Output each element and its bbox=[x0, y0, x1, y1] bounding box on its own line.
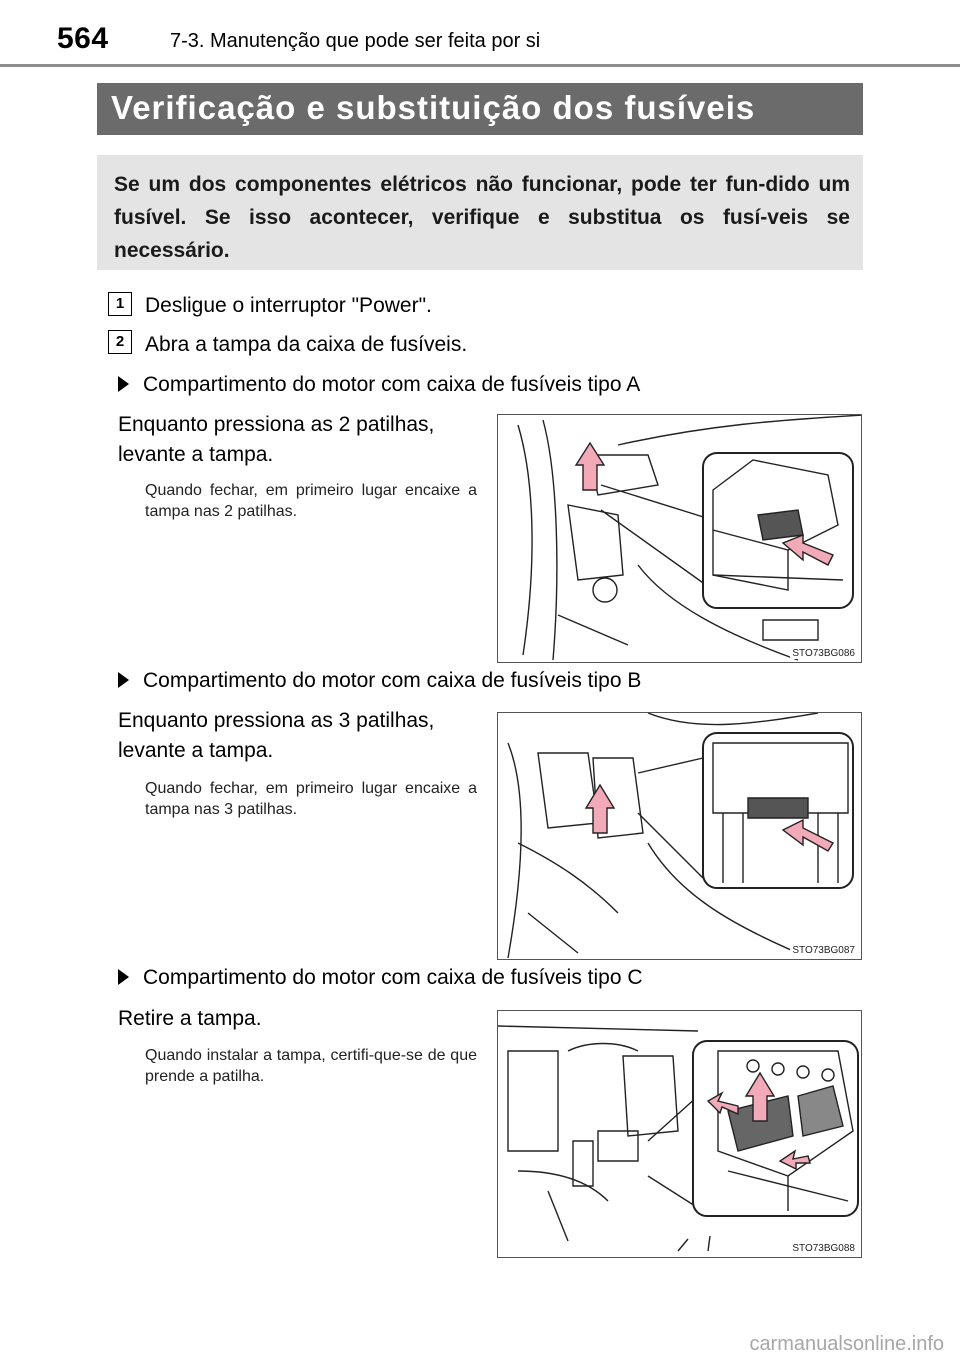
section-c-heading bbox=[118, 966, 643, 990]
triangle-bullet-icon bbox=[118, 672, 129, 688]
watermark: carmanualsonline.info bbox=[749, 1333, 944, 1355]
section-a-instruction: Enquanto pressiona as 2 patilhas, levante a tampa. bbox=[118, 413, 435, 466]
section-b-heading-text: Compartimento do motor com caixa de fusíveis tipo B bbox=[143, 669, 642, 692]
illustration-b bbox=[498, 713, 862, 960]
chapter-title: 7-3. Manutenção que pode ser feita por si bbox=[170, 30, 541, 52]
step-2-text: Abra a tampa da caixa de fusíveis. bbox=[145, 333, 468, 356]
section-title: Verificação e substituição dos fusíveis bbox=[111, 89, 756, 126]
page-number: 564 bbox=[57, 22, 109, 55]
section-b-note: Quando fechar, em primeiro lugar encaixe a tampa nas 3 patilhas. bbox=[145, 780, 477, 818]
figure-a-code: STO73BG086 bbox=[792, 648, 855, 659]
illustration-a bbox=[498, 415, 862, 663]
figure-fuse-box-c bbox=[497, 1010, 862, 1258]
section-a-heading bbox=[118, 373, 640, 397]
page-header bbox=[0, 0, 960, 66]
section-title-bar bbox=[97, 83, 863, 135]
intro-box bbox=[97, 155, 863, 270]
section-c-heading-text: Compartimento do motor com caixa de fusíveis tipo C bbox=[143, 966, 643, 989]
header-divider bbox=[0, 64, 960, 67]
figure-fuse-box-a bbox=[497, 414, 862, 663]
intro-text: Se um dos componentes elétricos não funcionar, pode ter fun-dido um fusível. Se isso acontecer, verifique e substitua os fusí-veis se necessário. bbox=[114, 173, 850, 262]
triangle-bullet-icon bbox=[118, 969, 129, 985]
illustration-c bbox=[498, 1011, 862, 1258]
figure-fuse-box-b bbox=[497, 712, 862, 960]
step-1-badge: 1 bbox=[108, 292, 132, 316]
figure-b-code: STO73BG087 bbox=[792, 945, 855, 956]
section-a-heading-text: Compartimento do motor com caixa de fusíveis tipo A bbox=[143, 373, 641, 396]
step-2-badge: 2 bbox=[108, 330, 132, 354]
section-c-instruction: Retire a tampa. bbox=[118, 1007, 262, 1030]
step-1-text: Desligue o interruptor "Power". bbox=[145, 294, 432, 317]
section-b-heading bbox=[118, 669, 641, 693]
section-c-note: Quando instalar a tampa, certifi-que-se de que prende a patilha. bbox=[145, 1047, 477, 1085]
section-b-instruction: Enquanto pressiona as 3 patilhas, levante a tampa. bbox=[118, 709, 435, 762]
triangle-bullet-icon bbox=[118, 376, 129, 392]
figure-c-code: STO73BG088 bbox=[792, 1243, 855, 1254]
section-a-note: Quando fechar, em primeiro lugar encaixe a tampa nas 2 patilhas. bbox=[145, 482, 477, 520]
